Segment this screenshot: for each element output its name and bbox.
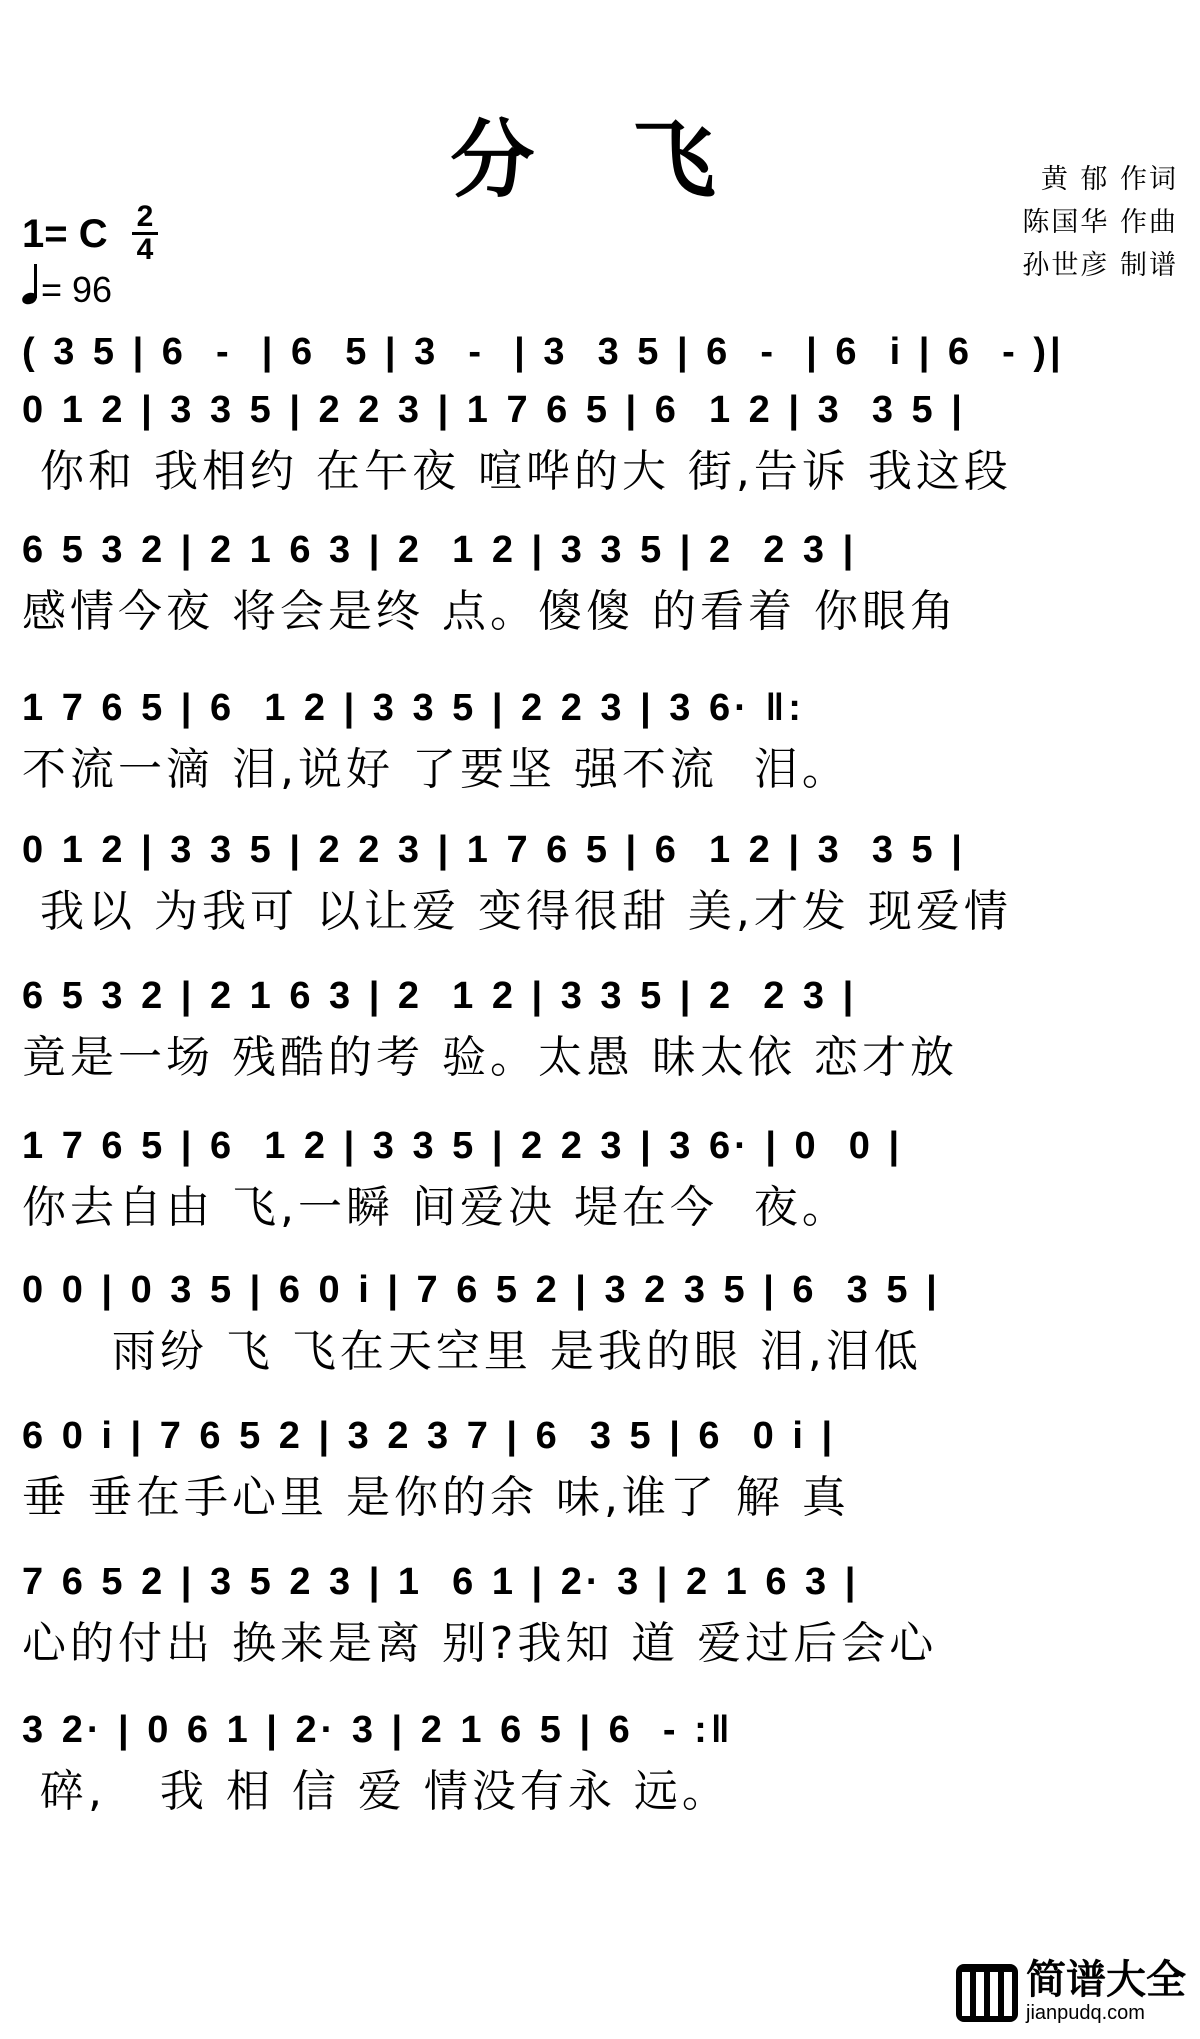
score-row	[22, 966, 1178, 1090]
tempo-marking	[22, 264, 112, 311]
lyrics-line: 心的付出 换来是离 别?我知 道 爱过后会心	[22, 1618, 938, 1669]
credits	[1022, 158, 1178, 287]
tempo-value: = 96	[41, 269, 113, 310]
score-row	[22, 678, 1178, 802]
watermark-url: jianpudq.com	[1026, 2002, 1145, 2024]
score-row	[22, 1700, 1178, 1824]
lyrics-line: 你去自由 飞,一瞬 间爱决 堤在今 夜。	[22, 1182, 850, 1233]
score-row	[22, 380, 1178, 504]
notes-line: 1 7 6 5 | 6 1 2 | 3 3 5 | 2 2 3 | 3 6· | 0 0 |	[22, 1125, 904, 1167]
notes-line: 1 7 6 5 | 6 1 2 | 3 3 5 | 2 2 3 | 3 6· ‖:	[22, 687, 805, 729]
lyricist-credit: 黄 郁 作词	[1040, 164, 1178, 195]
lyrics-line: 我以 为我可 以让爱 变得很甜 美,才发 现爱情	[22, 886, 1012, 937]
notes-line: 0 1 2 | 3 3 5 | 2 2 3 | 1 7 6 5 | 6 1 2 | 3 3 5 |	[22, 389, 966, 431]
notes-line: 0 0 | 0 3 5 | 6 0 i | 7 6 5 2 | 3 2 3 5 | 6 3 5 |	[22, 1269, 941, 1311]
time-signature	[132, 202, 158, 265]
score-row	[22, 1116, 1178, 1240]
notes-line: 7 6 5 2 | 3 5 2 3 | 1 6 1 | 2· 3 | 2 1 6 3 |	[22, 1561, 860, 1603]
notes-line: 6 0 i | 7 6 5 2 | 3 2 3 7 | 6 3 5 | 6 0 i |	[22, 1415, 837, 1457]
arranger-credit: 孙世彦 制谱	[1022, 250, 1178, 281]
song-title: 分 飞	[450, 110, 750, 209]
notes-line: 3 2· | 0 6 1 | 2· 3 | 2 1 6 5 | 6 - :‖	[22, 1709, 734, 1751]
lyrics-line: 雨纷 飞 飞在天空里 是我的眼 泪,泪低	[22, 1326, 922, 1377]
lyrics-line: 竟是一场 残酷的考 验。太愚 昧太依 恋才放	[22, 1032, 958, 1083]
notes-line: 6 5 3 2 | 2 1 6 3 | 2 1 2 | 3 3 5 | 2 2 3 |	[22, 975, 858, 1017]
piano-logo-icon	[956, 1964, 1018, 2022]
watermark-name: 简谱大全	[1026, 1957, 1186, 2003]
score-row	[22, 520, 1178, 644]
score-row	[22, 820, 1178, 944]
site-watermark	[956, 1958, 1186, 2028]
notes-line: 6 5 3 2 | 2 1 6 3 | 2 1 2 | 3 3 5 | 2 2 3 |	[22, 529, 858, 571]
composer-credit: 陈国华 作曲	[1022, 207, 1178, 238]
notes-line: 0 1 2 | 3 3 5 | 2 2 3 | 1 7 6 5 | 6 1 2 | 3 3 5 |	[22, 829, 966, 871]
key-signature: 1= C	[22, 212, 108, 256]
score-row	[22, 1406, 1178, 1530]
notes-line: ( 3 5 | 6 - | 6 5 | 3 - | 3 3 5 | 6 - | 6 i | 6 - )|	[22, 331, 1065, 373]
time-signature-numerator: 2	[136, 200, 154, 233]
score-row-intro	[22, 322, 1178, 382]
lyrics-line: 碎, 我 相 信 爱 情没有永 远。	[22, 1766, 730, 1817]
score-row	[22, 1552, 1178, 1676]
lyrics-line: 垂 垂在手心里 是你的余 味,谁了 解 真	[22, 1472, 850, 1523]
lyrics-line: 感情今夜 将会是终 点。傻傻 的看着 你眼角	[22, 586, 958, 637]
lyrics-line: 不流一滴 泪,说好 了要坚 强不流 泪。	[22, 744, 850, 795]
time-signature-denominator: 4	[136, 233, 154, 266]
score-row-chorus	[22, 1260, 1178, 1384]
lyrics-line: 你和 我相约 在午夜 喧哗的大 街,告诉 我这段	[22, 446, 1012, 497]
